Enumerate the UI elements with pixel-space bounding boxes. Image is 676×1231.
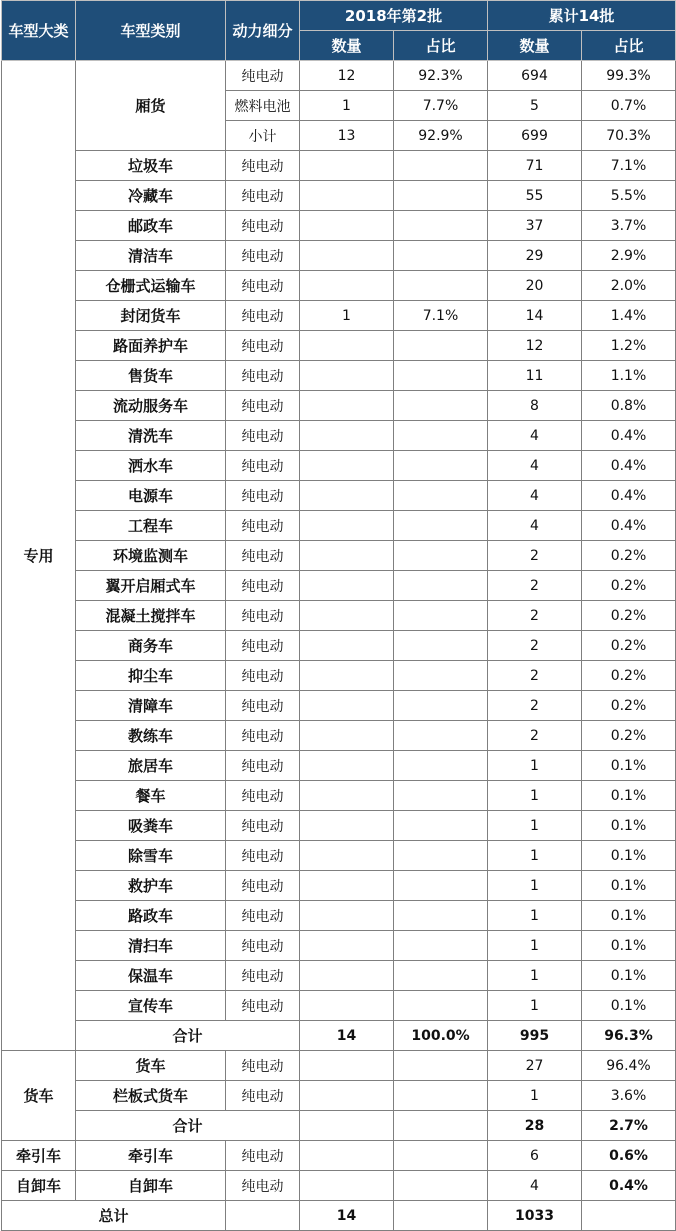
- cum-qty-cell: 2: [488, 691, 582, 721]
- batch-share-cell: [394, 781, 488, 811]
- subtotal-label: 合计: [76, 1021, 300, 1051]
- type-cell: 除雪车: [76, 841, 226, 871]
- batch-share-cell: [394, 571, 488, 601]
- header-cumulative: 累计14批: [488, 1, 676, 31]
- power-cell: 纯电动: [226, 991, 300, 1021]
- power-cell: 纯电动: [226, 271, 300, 301]
- cum-qty-cell: 71: [488, 151, 582, 181]
- type-cell: 清障车: [76, 691, 226, 721]
- batch-qty-cell: 12: [300, 61, 394, 91]
- batch-share-cell: [394, 691, 488, 721]
- grand-total-label: 总计: [2, 1201, 226, 1231]
- table-row: [2, 571, 676, 601]
- power-cell: 纯电动: [226, 631, 300, 661]
- cum-qty-cell: 1: [488, 871, 582, 901]
- batch-qty-cell: [300, 421, 394, 451]
- subtotal-batch-qty: [300, 1111, 394, 1141]
- cum-share-cell: 0.4%: [582, 1171, 676, 1201]
- type-cell: 冷藏车: [76, 181, 226, 211]
- cum-qty-cell: 5: [488, 91, 582, 121]
- power-cell: 纯电动: [226, 901, 300, 931]
- type-cell: 封闭货车: [76, 301, 226, 331]
- batch-qty-cell: [300, 1081, 394, 1111]
- table-body: [2, 61, 676, 1231]
- batch-share-cell: [394, 541, 488, 571]
- batch-qty-cell: 1: [300, 91, 394, 121]
- cum-qty-cell: 4: [488, 451, 582, 481]
- cum-share-cell: 0.1%: [582, 781, 676, 811]
- header-batch-share: 占比: [394, 31, 488, 61]
- batch-qty-cell: 1: [300, 301, 394, 331]
- cum-qty-cell: 37: [488, 211, 582, 241]
- batch-share-cell: [394, 1051, 488, 1081]
- cum-share-cell: 0.4%: [582, 451, 676, 481]
- batch-qty-cell: [300, 571, 394, 601]
- batch-qty-cell: [300, 751, 394, 781]
- batch-qty-cell: [300, 211, 394, 241]
- cum-share-cell: 2.0%: [582, 271, 676, 301]
- power-cell: 纯电动: [226, 241, 300, 271]
- batch-share-cell: [394, 901, 488, 931]
- batch-qty-cell: [300, 331, 394, 361]
- batch-share-cell: [394, 1141, 488, 1171]
- header-category: 车型大类: [2, 1, 76, 61]
- batch-share-cell: [394, 661, 488, 691]
- cum-qty-cell: 55: [488, 181, 582, 211]
- cum-share-cell: 0.2%: [582, 631, 676, 661]
- type-cell: 清洁车: [76, 241, 226, 271]
- cum-share-cell: 3.7%: [582, 211, 676, 241]
- power-cell: 纯电动: [226, 541, 300, 571]
- cum-qty-cell: 1: [488, 751, 582, 781]
- cum-share-cell: 0.1%: [582, 871, 676, 901]
- table-row: [2, 61, 676, 91]
- batch-share-cell: [394, 721, 488, 751]
- cum-share-cell: 0.4%: [582, 421, 676, 451]
- header-batch-qty: 数量: [300, 31, 394, 61]
- cum-share-cell: 0.1%: [582, 961, 676, 991]
- batch-qty-cell: [300, 721, 394, 751]
- cum-qty-cell: 2: [488, 721, 582, 751]
- grand-total-blank: [226, 1201, 300, 1231]
- cum-share-cell: 0.8%: [582, 391, 676, 421]
- batch-share-cell: [394, 481, 488, 511]
- table-row: [2, 691, 676, 721]
- type-cell: 旅居车: [76, 751, 226, 781]
- power-cell: 纯电动: [226, 781, 300, 811]
- table-row: [2, 481, 676, 511]
- batch-share-cell: [394, 1081, 488, 1111]
- grand-total-cum-qty: 1033: [488, 1201, 582, 1231]
- power-cell: 燃料电池: [226, 91, 300, 121]
- cum-share-cell: 0.6%: [582, 1141, 676, 1171]
- site-watermark: [585, 1201, 670, 1225]
- table-row: [2, 961, 676, 991]
- header-cum-qty: 数量: [488, 31, 582, 61]
- cum-qty-cell: 694: [488, 61, 582, 91]
- type-cell: 吸粪车: [76, 811, 226, 841]
- table-row: [2, 781, 676, 811]
- cum-share-cell: 0.2%: [582, 661, 676, 691]
- power-cell: 纯电动: [226, 811, 300, 841]
- power-cell: 纯电动: [226, 751, 300, 781]
- watermark-cn: 方得网: [628, 1208, 670, 1224]
- type-cell: 路面养护车: [76, 331, 226, 361]
- batch-share-cell: [394, 361, 488, 391]
- table-row: [2, 721, 676, 751]
- category-cell: 自卸车: [2, 1171, 76, 1201]
- cum-share-cell: 0.2%: [582, 691, 676, 721]
- subtotal-batch-share: [394, 1111, 488, 1141]
- power-cell: 纯电动: [226, 511, 300, 541]
- grand-total-batch-qty: 14: [300, 1201, 394, 1231]
- batch-share-cell: 92.9%: [394, 121, 488, 151]
- cum-qty-cell: 6: [488, 1141, 582, 1171]
- batch-qty-cell: [300, 481, 394, 511]
- power-cell: 纯电动: [226, 451, 300, 481]
- table-row: [2, 841, 676, 871]
- power-cell: 纯电动: [226, 661, 300, 691]
- batch-share-cell: [394, 451, 488, 481]
- type-cell: 翼开启厢式车: [76, 571, 226, 601]
- type-cell: 洒水车: [76, 451, 226, 481]
- subtotal-cum-qty: 995: [488, 1021, 582, 1051]
- batch-qty-cell: [300, 451, 394, 481]
- header-cum-share: 占比: [582, 31, 676, 61]
- type-cell: 保温车: [76, 961, 226, 991]
- cum-share-cell: 0.1%: [582, 811, 676, 841]
- batch-share-cell: [394, 841, 488, 871]
- table-row: [2, 181, 676, 211]
- table-row: [2, 931, 676, 961]
- power-cell: 纯电动: [226, 961, 300, 991]
- type-cell: 货车: [76, 1051, 226, 1081]
- batch-share-cell: [394, 961, 488, 991]
- batch-share-cell: [394, 271, 488, 301]
- cum-share-cell: 0.2%: [582, 541, 676, 571]
- cum-share-cell: 0.7%: [582, 91, 676, 121]
- power-cell: 纯电动: [226, 721, 300, 751]
- table-row: [2, 361, 676, 391]
- cum-share-cell: 2.9%: [582, 241, 676, 271]
- type-cell: 餐车: [76, 781, 226, 811]
- power-cell: 纯电动: [226, 931, 300, 961]
- table-row: [2, 271, 676, 301]
- table-row: [2, 301, 676, 331]
- batch-share-cell: [394, 241, 488, 271]
- cum-share-cell: 0.1%: [582, 931, 676, 961]
- table-row: [2, 991, 676, 1021]
- batch-qty-cell: [300, 181, 394, 211]
- table-row: [2, 451, 676, 481]
- power-cell: 纯电动: [226, 1081, 300, 1111]
- batch-share-cell: [394, 1171, 488, 1201]
- subtotal-cum-share: 96.3%: [582, 1021, 676, 1051]
- cum-qty-cell: 1: [488, 841, 582, 871]
- batch-share-cell: [394, 421, 488, 451]
- table-row: [2, 631, 676, 661]
- batch-qty-cell: [300, 991, 394, 1021]
- cum-share-cell: 0.1%: [582, 901, 676, 931]
- power-cell: 纯电动: [226, 1141, 300, 1171]
- cum-share-cell: 0.2%: [582, 601, 676, 631]
- power-cell: 纯电动: [226, 1051, 300, 1081]
- cum-qty-cell: 4: [488, 1171, 582, 1201]
- power-cell: 纯电动: [226, 211, 300, 241]
- cum-qty-cell: 1: [488, 1081, 582, 1111]
- batch-share-cell: 92.3%: [394, 61, 488, 91]
- power-cell: 纯电动: [226, 571, 300, 601]
- type-cell: 清扫车: [76, 931, 226, 961]
- type-cell: 抑尘车: [76, 661, 226, 691]
- batch-share-cell: 7.1%: [394, 301, 488, 331]
- table-header: [2, 1, 676, 61]
- power-cell: 纯电动: [226, 181, 300, 211]
- grand-total-batch-share: [394, 1201, 488, 1231]
- cum-qty-cell: 8: [488, 391, 582, 421]
- batch-qty-cell: [300, 361, 394, 391]
- batch-share-cell: [394, 871, 488, 901]
- cum-qty-cell: 1: [488, 781, 582, 811]
- table-row: [2, 511, 676, 541]
- cum-qty-cell: 27: [488, 1051, 582, 1081]
- cum-qty-cell: 1: [488, 931, 582, 961]
- batch-qty-cell: [300, 1051, 394, 1081]
- batch-qty-cell: [300, 871, 394, 901]
- type-cell: 救护车: [76, 871, 226, 901]
- batch-share-cell: [394, 991, 488, 1021]
- batch-share-cell: [394, 211, 488, 241]
- cum-qty-cell: 2: [488, 541, 582, 571]
- type-cell: 商务车: [76, 631, 226, 661]
- cum-qty-cell: 29: [488, 241, 582, 271]
- table-row: [2, 811, 676, 841]
- table-row: [2, 421, 676, 451]
- power-cell: 纯电动: [226, 391, 300, 421]
- power-cell: 纯电动: [226, 361, 300, 391]
- type-cell: 自卸车: [76, 1171, 226, 1201]
- batch-qty-cell: [300, 601, 394, 631]
- category-cell: 牵引车: [2, 1141, 76, 1171]
- table-row: [2, 331, 676, 361]
- power-cell: 纯电动: [226, 691, 300, 721]
- batch-share-cell: [394, 331, 488, 361]
- batch-share-cell: 7.7%: [394, 91, 488, 121]
- cum-qty-cell: 14: [488, 301, 582, 331]
- table-row: [2, 751, 676, 781]
- table-row: [2, 241, 676, 271]
- cum-qty-cell: 1: [488, 901, 582, 931]
- cum-qty-cell: 4: [488, 421, 582, 451]
- type-cell: 教练车: [76, 721, 226, 751]
- cum-qty-cell: 1: [488, 961, 582, 991]
- power-cell: 纯电动: [226, 421, 300, 451]
- subtotal-cum-share: 2.7%: [582, 1111, 676, 1141]
- cum-share-cell: 0.1%: [582, 841, 676, 871]
- header-batch: 2018年第2批: [300, 1, 488, 31]
- batch-share-cell: [394, 391, 488, 421]
- batch-share-cell: [394, 811, 488, 841]
- cum-qty-cell: 12: [488, 331, 582, 361]
- category-cell: 专用: [2, 61, 76, 1051]
- cum-share-cell: 7.1%: [582, 151, 676, 181]
- table-row: [2, 391, 676, 421]
- batch-qty-cell: [300, 691, 394, 721]
- cum-qty-cell: 2: [488, 661, 582, 691]
- watermark-latin: find: [584, 1201, 628, 1225]
- power-cell: 纯电动: [226, 841, 300, 871]
- batch-share-cell: [394, 151, 488, 181]
- batch-share-cell: [394, 181, 488, 211]
- batch-qty-cell: [300, 661, 394, 691]
- batch-qty-cell: [300, 931, 394, 961]
- power-cell: 小计: [226, 121, 300, 151]
- table-row: [2, 1171, 676, 1201]
- subtotal-row: [2, 1111, 676, 1141]
- power-cell: 纯电动: [226, 151, 300, 181]
- cum-qty-cell: 1: [488, 991, 582, 1021]
- batch-qty-cell: [300, 841, 394, 871]
- batch-qty-cell: [300, 241, 394, 271]
- power-cell: 纯电动: [226, 481, 300, 511]
- table-row: [2, 1051, 676, 1081]
- power-cell: 纯电动: [226, 601, 300, 631]
- batch-share-cell: [394, 511, 488, 541]
- cum-share-cell: 0.4%: [582, 511, 676, 541]
- power-cell: 纯电动: [226, 331, 300, 361]
- cum-qty-cell: 11: [488, 361, 582, 391]
- type-cell: 环境监测车: [76, 541, 226, 571]
- table-row: [2, 1141, 676, 1171]
- cum-share-cell: 0.2%: [582, 721, 676, 751]
- cum-share-cell: 0.1%: [582, 751, 676, 781]
- table-row: [2, 541, 676, 571]
- cum-qty-cell: 20: [488, 271, 582, 301]
- cum-qty-cell: 4: [488, 511, 582, 541]
- type-cell: 邮政车: [76, 211, 226, 241]
- cum-qty-cell: 699: [488, 121, 582, 151]
- batch-qty-cell: [300, 541, 394, 571]
- ev-model-table: [1, 0, 676, 1231]
- cum-share-cell: 1.4%: [582, 301, 676, 331]
- type-cell: 流动服务车: [76, 391, 226, 421]
- subtotal-label: 合计: [76, 1111, 300, 1141]
- cum-qty-cell: 4: [488, 481, 582, 511]
- subtotal-batch-qty: 14: [300, 1021, 394, 1051]
- power-cell: 纯电动: [226, 871, 300, 901]
- type-cell: 宣传车: [76, 991, 226, 1021]
- batch-qty-cell: [300, 271, 394, 301]
- subtotal-batch-share: 100.0%: [394, 1021, 488, 1051]
- batch-share-cell: [394, 631, 488, 661]
- batch-qty-cell: [300, 631, 394, 661]
- table-row: [2, 661, 676, 691]
- table-row: [2, 871, 676, 901]
- table-row: [2, 901, 676, 931]
- batch-qty-cell: [300, 1171, 394, 1201]
- category-cell: 货车: [2, 1051, 76, 1141]
- subtotal-row: [2, 1021, 676, 1051]
- cum-share-cell: 0.2%: [582, 571, 676, 601]
- table-row: [2, 151, 676, 181]
- batch-qty-cell: [300, 151, 394, 181]
- type-cell: 栏板式货车: [76, 1081, 226, 1111]
- power-cell: 纯电动: [226, 301, 300, 331]
- cum-share-cell: 99.3%: [582, 61, 676, 91]
- type-cell: 工程车: [76, 511, 226, 541]
- batch-qty-cell: [300, 961, 394, 991]
- cum-share-cell: 1.1%: [582, 361, 676, 391]
- cum-qty-cell: 2: [488, 571, 582, 601]
- cum-share-cell: 0.4%: [582, 481, 676, 511]
- header-power: 动力细分: [226, 1, 300, 61]
- batch-share-cell: [394, 931, 488, 961]
- batch-qty-cell: [300, 811, 394, 841]
- cum-share-cell: 3.6%: [582, 1081, 676, 1111]
- grand-total-row: [2, 1201, 676, 1231]
- batch-qty-cell: 13: [300, 121, 394, 151]
- type-cell: 路政车: [76, 901, 226, 931]
- power-cell: 纯电动: [226, 1171, 300, 1201]
- cum-qty-cell: 2: [488, 631, 582, 661]
- batch-share-cell: [394, 601, 488, 631]
- table-row: [2, 601, 676, 631]
- type-cell: 电源车: [76, 481, 226, 511]
- power-cell: 纯电动: [226, 61, 300, 91]
- batch-qty-cell: [300, 391, 394, 421]
- type-cell: 厢货: [76, 61, 226, 151]
- type-cell: 牵引车: [76, 1141, 226, 1171]
- batch-share-cell: [394, 751, 488, 781]
- batch-qty-cell: [300, 511, 394, 541]
- type-cell: 售货车: [76, 361, 226, 391]
- cum-share-cell: 5.5%: [582, 181, 676, 211]
- cum-qty-cell: 1: [488, 811, 582, 841]
- batch-qty-cell: [300, 901, 394, 931]
- type-cell: 混凝土搅拌车: [76, 601, 226, 631]
- cum-share-cell: 96.4%: [582, 1051, 676, 1081]
- batch-qty-cell: [300, 781, 394, 811]
- cum-share-cell: 1.2%: [582, 331, 676, 361]
- subtotal-cum-qty: 28: [488, 1111, 582, 1141]
- header-type: 车型类别: [76, 1, 226, 61]
- cum-qty-cell: 2: [488, 601, 582, 631]
- type-cell: 仓栅式运输车: [76, 271, 226, 301]
- batch-qty-cell: [300, 1141, 394, 1171]
- cum-share-cell: 70.3%: [582, 121, 676, 151]
- table-row: [2, 1081, 676, 1111]
- cum-share-cell: 0.1%: [582, 991, 676, 1021]
- type-cell: 清洗车: [76, 421, 226, 451]
- table-row: [2, 211, 676, 241]
- type-cell: 垃圾车: [76, 151, 226, 181]
